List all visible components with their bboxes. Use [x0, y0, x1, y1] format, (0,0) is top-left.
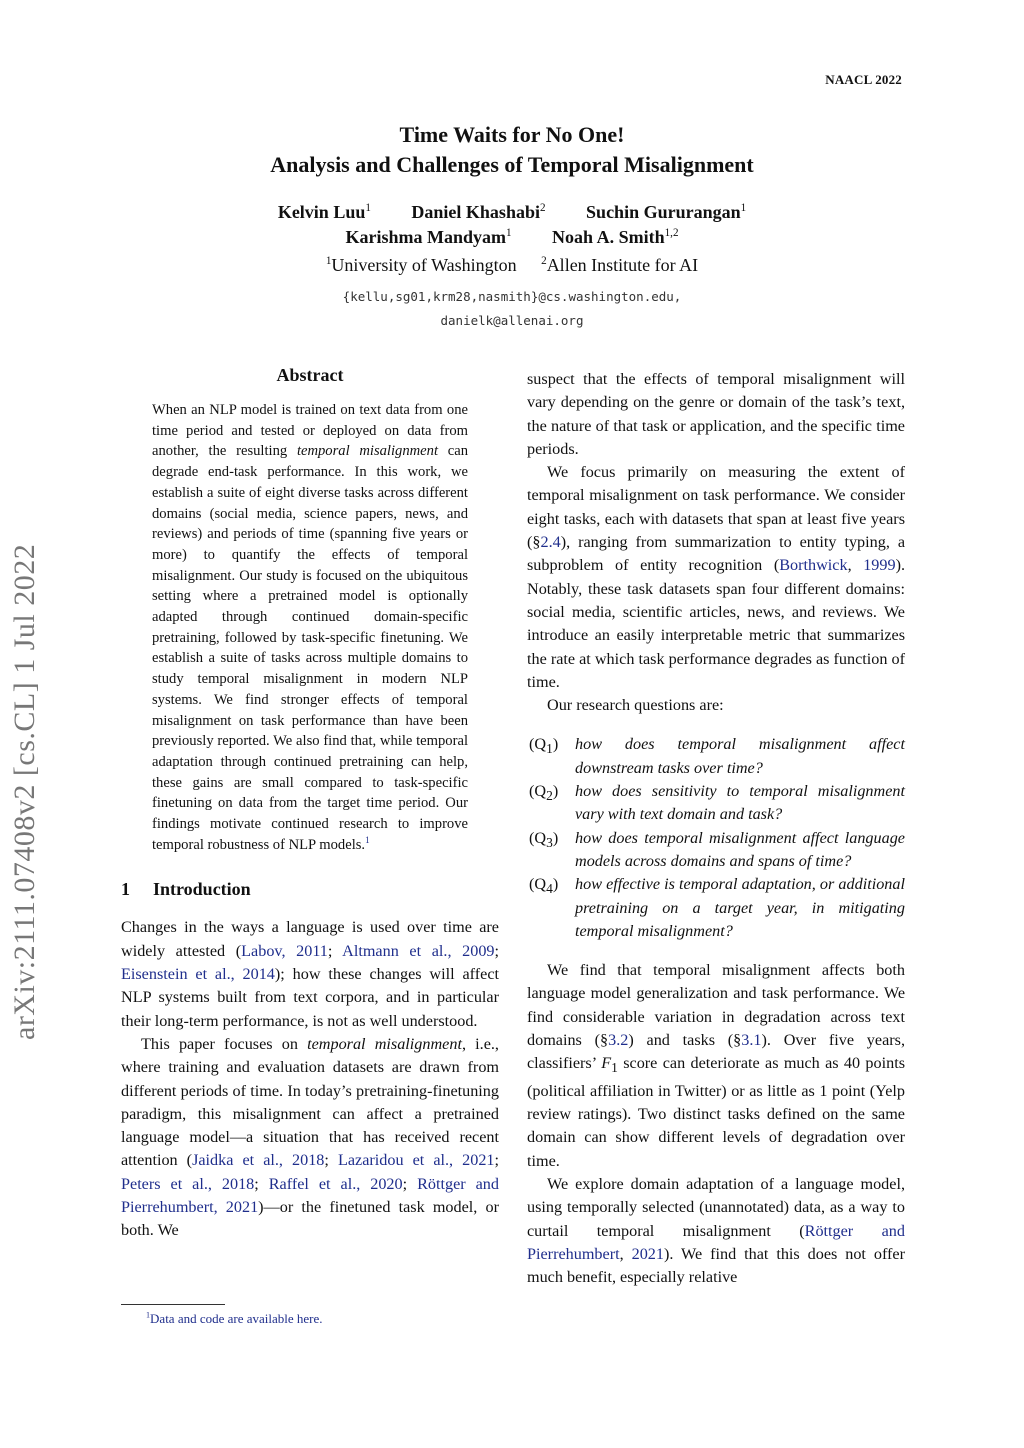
- footnote-rule: [121, 1304, 225, 1305]
- left-column: [121, 365, 499, 1243]
- research-questions-intro: Our research questions are:: [547, 696, 724, 715]
- citation-link[interactable]: Labov, 2011: [241, 941, 328, 960]
- citation-link[interactable]: Lazaridou et al., 2021: [337, 1151, 495, 1170]
- author: Daniel Khashabi$^2$: [411, 202, 546, 222]
- right-paragraph-4: We find that temporal misalignment affects both language model generalization and task performance. We find considerable variation in degradation across text domains (§3.2) and tasks (§3.1). Over five years, classifiers’ $F_1$ score can deteriorate as much as 40 points (political affiliation in Twitter) or as little as 1 point (Yelp review ratings). Two distinct tasks defined on the same domain can show different levels of degradation over time.: [527, 961, 905, 1170]
- author: Karishma Mandyam$^1$: [345, 227, 512, 247]
- right-paragraph-2: We focus primarily on measuring the extent of temporal misalignment on task performance. We consider eight tasks, each with datasets that span at least five years (§2.4), ranging from summarization to entity typing, a subproblem of entity recognition (Borthwick, 1999). Notably, these task datasets span four different domains: social media, scientific articles, news, and reviews. We introduce an easily interpretable metric that summarizes the rate at which task performance degrades as function of time.: [527, 463, 905, 691]
- affiliation: $^2$Allen Institute for AI: [541, 255, 699, 275]
- abstract-heading: Abstract: [276, 365, 344, 385]
- citation-link[interactable]: 2021: [631, 1244, 664, 1263]
- citation-link[interactable]: 1999: [863, 556, 896, 575]
- email-line-2: danielk@allenai.org: [440, 313, 584, 328]
- data-code-link[interactable]: Data and code are available here.: [150, 1311, 323, 1326]
- affiliation: $^1$University of Washington: [325, 255, 517, 275]
- citation-link[interactable]: Altmann et al., 2009: [342, 941, 495, 960]
- intro-paragraph-1: Changes in the ways a language is used over time are widely attested (Labov, 2011; Altmann et al., 2009; Eisenstein et al., 2014); how these changes will affect NLP systems built from text corpora, and in particular their long-term performance, is not as well understood.: [121, 918, 500, 1030]
- footnote-text: $^1$Data and code are available here.: [146, 1310, 323, 1326]
- email-line-1: {kellu,sg01,krm28,nasmith}@cs.washington.edu,: [342, 289, 682, 304]
- research-questions-list: [527, 733, 905, 943]
- arxiv-stamp: arXiv:2111.07408v2 [cs.CL] 1 Jul 2022: [8, 543, 41, 1040]
- citation-link[interactable]: Röttger and Pierrehumbert: [527, 1221, 905, 1263]
- citation-link[interactable]: Borthwick: [779, 556, 848, 575]
- author: Suchin Gururangan$^1$: [586, 202, 747, 222]
- author: Kelvin Luu$^1$: [277, 202, 371, 222]
- citation-link[interactable]: Eisenstein et al., 2014: [121, 965, 275, 984]
- author-row-2: [0, 225, 1024, 250]
- title-line-2: Analysis and Challenges of Temporal Misalignment: [270, 152, 754, 177]
- citation-link[interactable]: Jaidka et al., 2018: [192, 1151, 325, 1170]
- author-emails: [0, 285, 1024, 333]
- research-question: $(Q_4)$ how effective is temporal adaptation, or additional pretraining on a target year, in mitigating temporal misalignment?: [529, 875, 905, 940]
- citation-link[interactable]: Peters et al., 2018: [121, 1174, 255, 1193]
- author: Noah A. Smith$^{1,2}$: [552, 227, 679, 247]
- author-list: [0, 200, 1024, 250]
- right-column: [527, 368, 905, 1290]
- research-question: $(Q_2)$ how does sensitivity to temporal misalignment vary with text domain and task?: [529, 782, 905, 824]
- citation-link[interactable]: Röttger and Pierrehumbert, 2021: [121, 1174, 499, 1217]
- footnote: [121, 1304, 499, 1327]
- footnote-marker[interactable]: 1: [365, 834, 370, 845]
- paper-title: [0, 120, 1024, 180]
- affiliations: [0, 255, 1024, 276]
- section-link[interactable]: 2.4: [540, 533, 561, 552]
- section-link[interactable]: 3.1: [741, 1031, 762, 1050]
- section-link[interactable]: 3.2: [608, 1031, 629, 1050]
- citation-link[interactable]: Raffel et al., 2020: [268, 1174, 403, 1193]
- abstract-text: When an NLP model is trained on text data from one time period and tested or deployed on data from another, the resulting temporal misalignment can degrade end-task performance. In this work, we establish a suite of eight diverse tasks across different domains (social media, science papers, news, and reviews) and periods of time (spanning five years or more) to quantify the effects of temporal misalignment. Our study is focused on the ubiquitous setting where a pretrained model is optionally adapted through continued domain-specific pretraining, followed by task-specific finetuning. We establish a suite of tasks across multiple domains to study temporal misalignment in modern NLP systems. We find stronger effects of temporal misalignment on task performance than have been previously reported. We also find that, while temporal adaptation through continued pretraining can help, these gains are small compared to task-specific finetuning on data from the target time period. Our findings motivate continued research to improve temporal robustness of NLP models.$^1$: [152, 402, 469, 853]
- research-question: $(Q_1)$ how does temporal misalignment affect downstream tasks over time?: [529, 735, 905, 777]
- venue-label: NAACL 2022: [825, 72, 902, 87]
- section-heading-introduction: 1 Introduction: [121, 879, 251, 900]
- right-paragraph-5: We explore domain adaptation of a language model, using temporally selected (unannotated) data, as a way to curtail temporal misalignment (Röttger and Pierrehumbert, 2021). We find that this does not offer much benefit, especially relative: [527, 1175, 906, 1287]
- author-row-1: [0, 200, 1024, 225]
- intro-paragraph-2: This paper focuses on temporal misalignment, i.e., where training and evaluation datasets are drawn from different periods of time. In today’s pretraining-finetuning paradigm, this misalignment can affect a pretrained language model—a situation that has received recent attention (Jaidka et al., 2018; Lazaridou et al., 2021; Peters et al., 2018; Raffel et al., 2020; Röttger and Pierrehumbert, 2021)—or the finetuned task model, or both. We: [121, 1034, 500, 1240]
- research-question: $(Q_3)$ how does temporal misalignment affect language models across domains and spans of time?: [529, 828, 905, 870]
- title-line-1: Time Waits for No One!: [399, 122, 625, 147]
- right-paragraph-1: suspect that the effects of temporal misalignment will vary depending on the genre or domain of the task’s text, the nature of that task or application, and the specific time periods.: [527, 370, 905, 458]
